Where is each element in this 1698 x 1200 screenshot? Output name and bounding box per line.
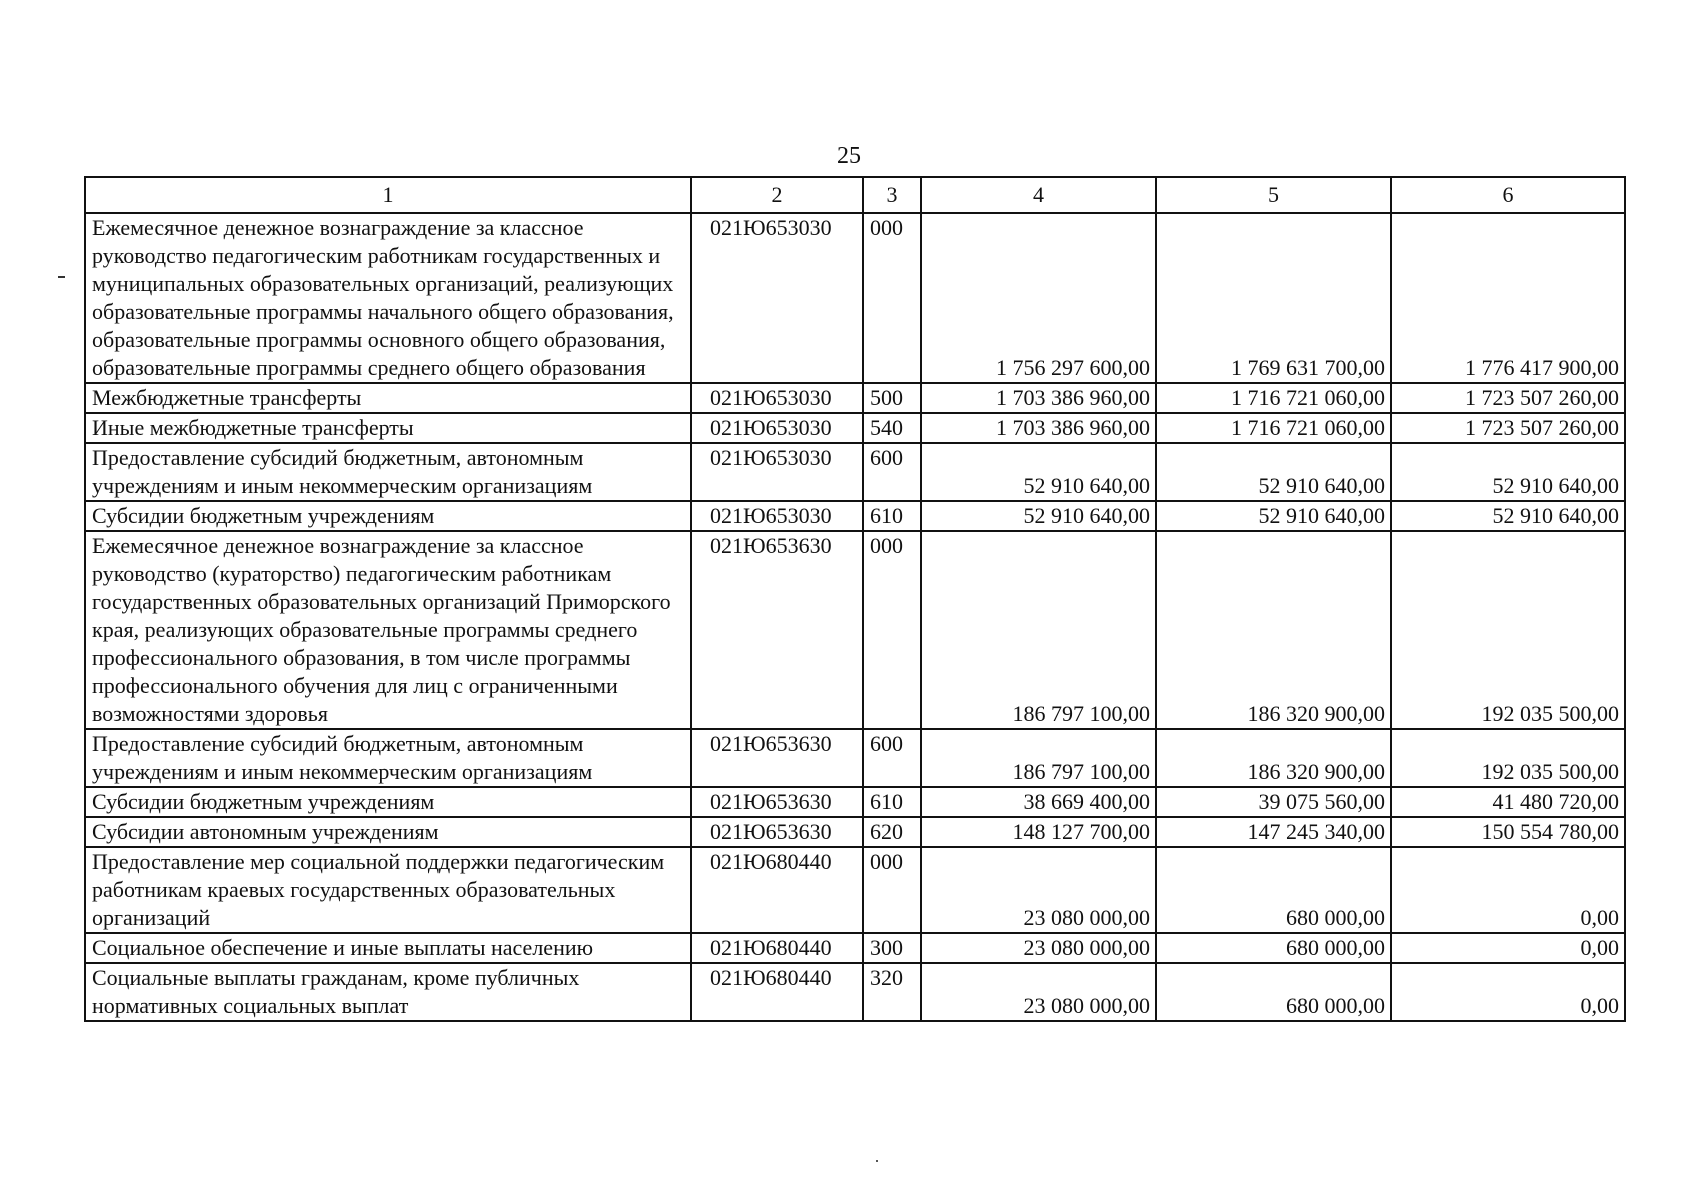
row-code: 021Ю653030: [691, 501, 863, 531]
row-amount-4: 23 080 000,00: [921, 963, 1156, 1021]
row-amount-6: 1 723 507 260,00: [1391, 383, 1625, 413]
row-code: 021Ю680440: [691, 847, 863, 933]
row-type: 620: [863, 817, 921, 847]
row-amount-6: 0,00: [1391, 933, 1625, 963]
row-name: Социальные выплаты гражданам, кроме публичных нормативных социальных выплат: [85, 963, 691, 1021]
row-type: 000: [863, 847, 921, 933]
row-code: 021Ю680440: [691, 933, 863, 963]
row-amount-6: 0,00: [1391, 847, 1625, 933]
row-amount-4: 186 797 100,00: [921, 729, 1156, 787]
table-row: [85, 817, 1625, 847]
row-amount-4: 23 080 000,00: [921, 847, 1156, 933]
table-row: [85, 787, 1625, 817]
row-amount-4: 23 080 000,00: [921, 933, 1156, 963]
row-amount-6: 1 776 417 900,00: [1391, 213, 1625, 383]
table-row: [85, 501, 1625, 531]
row-amount-6: 1 723 507 260,00: [1391, 413, 1625, 443]
row-code: 021Ю653630: [691, 817, 863, 847]
row-code: 021Ю653030: [691, 443, 863, 501]
row-name: Иные межбюджетные трансферты: [85, 413, 691, 443]
header-col-6: 6: [1391, 177, 1625, 213]
row-type: 000: [863, 531, 921, 729]
row-name: Субсидии бюджетным учреждениям: [85, 787, 691, 817]
row-amount-4: 52 910 640,00: [921, 443, 1156, 501]
row-code: 021Ю653630: [691, 729, 863, 787]
row-amount-4: 186 797 100,00: [921, 531, 1156, 729]
row-code: 021Ю653630: [691, 787, 863, 817]
row-amount-5: 147 245 340,00: [1156, 817, 1391, 847]
row-code: 021Ю653030: [691, 413, 863, 443]
row-code: 021Ю653630: [691, 531, 863, 729]
table-row: [85, 383, 1625, 413]
table-body: [85, 213, 1625, 1021]
table-row: [85, 847, 1625, 933]
row-name: Социальное обеспечение и иные выплаты населению: [85, 933, 691, 963]
row-amount-6: 150 554 780,00: [1391, 817, 1625, 847]
row-type: 610: [863, 501, 921, 531]
row-type: 300: [863, 933, 921, 963]
row-amount-6: 41 480 720,00: [1391, 787, 1625, 817]
table-header: [85, 177, 1625, 213]
row-amount-5: 1 716 721 060,00: [1156, 413, 1391, 443]
row-name: Ежемесячное денежное вознаграждение за классное руководство (кураторство) педагогическим работникам государственных образовательных организаций Приморского края, реализующих образовательные программы среднего профессионального образования, в том числе программы профессионального обучения для лиц с ограниченными возможностями здоровья: [85, 531, 691, 729]
row-amount-6: 192 035 500,00: [1391, 729, 1625, 787]
row-name: Предоставление мер социальной поддержки педагогическим работникам краевых государственных образовательных организаций: [85, 847, 691, 933]
row-amount-6: 52 910 640,00: [1391, 443, 1625, 501]
scan-dot-mark: [876, 1160, 878, 1162]
table-row: [85, 963, 1625, 1021]
row-name: Межбюджетные трансферты: [85, 383, 691, 413]
row-type: 600: [863, 443, 921, 501]
row-amount-5: 52 910 640,00: [1156, 443, 1391, 501]
row-amount-5: 680 000,00: [1156, 847, 1391, 933]
budget-table: [84, 176, 1626, 1022]
row-amount-5: 680 000,00: [1156, 933, 1391, 963]
row-name: Субсидии автономным учреждениям: [85, 817, 691, 847]
row-amount-4: 38 669 400,00: [921, 787, 1156, 817]
margin-dash-mark: [58, 276, 65, 278]
row-name: Ежемесячное денежное вознаграждение за классное руководство педагогическим работникам государственных и муниципальных образовательных организаций, реализующих образовательные программы начального общего образования, образовательные программы основного общего образования, образовательные программы среднего общего образования: [85, 213, 691, 383]
row-amount-5: 39 075 560,00: [1156, 787, 1391, 817]
page-number: 25: [837, 143, 861, 169]
row-type: 610: [863, 787, 921, 817]
row-code: 021Ю653030: [691, 383, 863, 413]
row-amount-5: 680 000,00: [1156, 963, 1391, 1021]
table-row: [85, 413, 1625, 443]
row-code: 021Ю653030: [691, 213, 863, 383]
row-name: Субсидии бюджетным учреждениям: [85, 501, 691, 531]
row-code: 021Ю680440: [691, 963, 863, 1021]
row-amount-4: 52 910 640,00: [921, 501, 1156, 531]
row-amount-6: 52 910 640,00: [1391, 501, 1625, 531]
row-amount-5: 186 320 900,00: [1156, 729, 1391, 787]
row-amount-5: 52 910 640,00: [1156, 501, 1391, 531]
row-amount-4: 1 756 297 600,00: [921, 213, 1156, 383]
header-col-4: 4: [921, 177, 1156, 213]
header-row: [85, 177, 1625, 213]
row-type: 000: [863, 213, 921, 383]
table-row: [85, 443, 1625, 501]
header-col-1: 1: [85, 177, 691, 213]
row-amount-6: 0,00: [1391, 963, 1625, 1021]
row-type: 600: [863, 729, 921, 787]
row-name: Предоставление субсидий бюджетным, автономным учреждениям и иным некоммерческим организациям: [85, 729, 691, 787]
header-col-3: 3: [863, 177, 921, 213]
row-amount-6: 192 035 500,00: [1391, 531, 1625, 729]
row-type: 320: [863, 963, 921, 1021]
row-name: Предоставление субсидий бюджетным, автономным учреждениям и иным некоммерческим организациям: [85, 443, 691, 501]
row-amount-5: 186 320 900,00: [1156, 531, 1391, 729]
table-row: [85, 213, 1625, 383]
header-col-5: 5: [1156, 177, 1391, 213]
row-amount-4: 1 703 386 960,00: [921, 383, 1156, 413]
row-amount-5: 1 769 631 700,00: [1156, 213, 1391, 383]
row-amount-5: 1 716 721 060,00: [1156, 383, 1391, 413]
row-amount-4: 148 127 700,00: [921, 817, 1156, 847]
row-amount-4: 1 703 386 960,00: [921, 413, 1156, 443]
row-type: 540: [863, 413, 921, 443]
table-row: [85, 729, 1625, 787]
header-col-2: 2: [691, 177, 863, 213]
table-row: [85, 531, 1625, 729]
row-type: 500: [863, 383, 921, 413]
table-row: [85, 933, 1625, 963]
